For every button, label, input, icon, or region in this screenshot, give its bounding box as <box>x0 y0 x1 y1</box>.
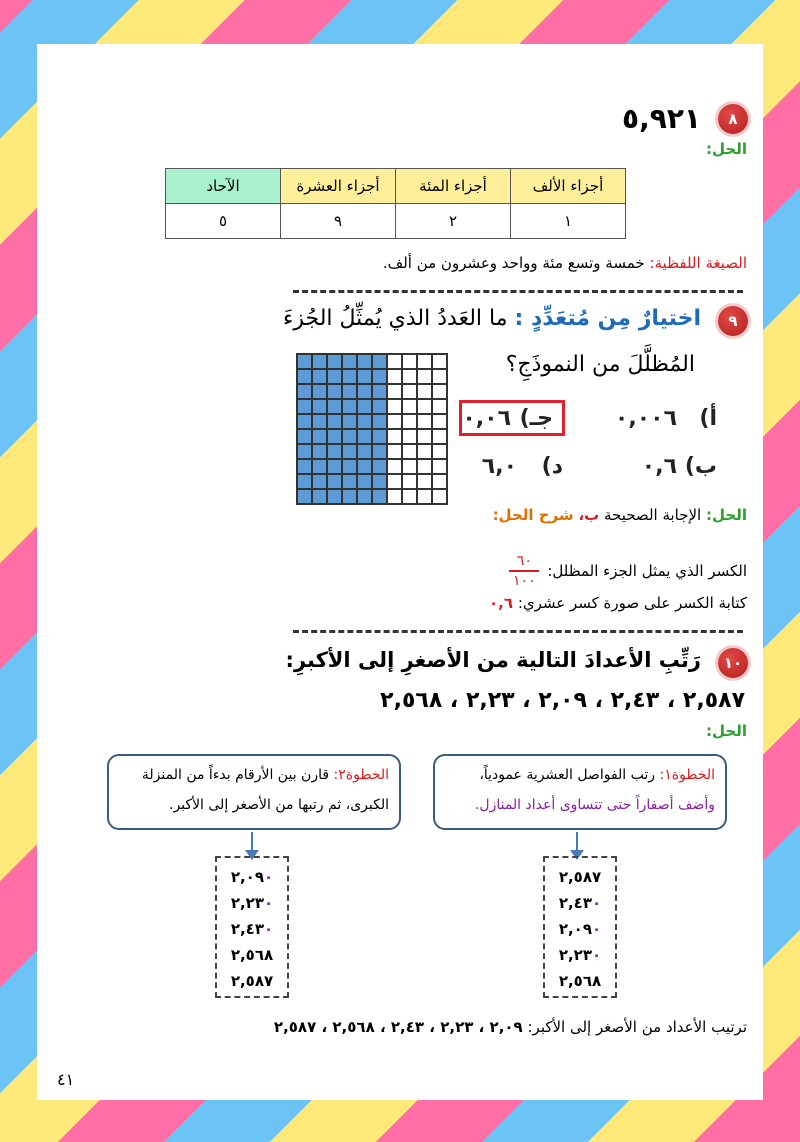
grid-cell <box>297 414 312 429</box>
q9-title: اختيارٌ مِن مُتعَدِّدٍ : <box>514 306 701 331</box>
number-digits: ٢,٤٣ <box>230 920 264 938</box>
header-tenths: أجزاء العشرة <box>281 169 396 204</box>
grid-cell <box>357 369 372 384</box>
grid-cell <box>297 429 312 444</box>
grid-cell <box>402 459 417 474</box>
option-a-label: أ) <box>699 406 717 431</box>
page-number: ٤١ <box>57 1070 75 1089</box>
q10-final-order-line <box>274 1018 747 1036</box>
grid-cell <box>402 489 417 504</box>
grid-cell <box>402 429 417 444</box>
option-c-value: ٠,٠٦ <box>462 406 511 431</box>
grid-cell <box>342 369 357 384</box>
grid-cell <box>402 414 417 429</box>
grid-cell <box>342 489 357 504</box>
grid-cell <box>372 384 387 399</box>
grid-cell <box>432 489 447 504</box>
grid-cell <box>297 399 312 414</box>
question-8-badge: ٨ <box>718 104 748 134</box>
grid-cell <box>432 444 447 459</box>
grid-cell <box>342 444 357 459</box>
padded-zero: ٠ <box>592 894 602 912</box>
number-digits: ٢,٥٨٧ <box>558 868 602 886</box>
grid-cell <box>432 429 447 444</box>
grid-cell <box>372 414 387 429</box>
step-1-text-2: وأضف أصفاراً حتى تتساوى أعداد المنازل. <box>474 797 715 813</box>
number-digits: ٢,٤٣ <box>558 894 592 912</box>
grid-cell <box>432 369 447 384</box>
grid-cell <box>327 444 342 459</box>
hundred-grid-model <box>296 353 448 505</box>
step-2-text-2: الكبرى، ثم رتبها من الأصغر إلى الأكبر. <box>169 797 389 813</box>
q9-question-line-2: المُظلَّلَ من النموذَجِ؟ <box>505 352 695 377</box>
padded-zero: ٠ <box>592 920 602 938</box>
q9-solution-label: الحل: <box>706 506 747 524</box>
grid-cell <box>387 474 402 489</box>
option-d-value: ٦,٠ <box>481 454 517 479</box>
step-2-arrow <box>251 832 253 852</box>
step-2-line-1 <box>119 760 389 790</box>
grid-cell <box>387 414 402 429</box>
grid-cell <box>357 459 372 474</box>
aligned-number <box>217 916 287 942</box>
decimal-label: كتابة الكسر على صورة كسر عشري: <box>517 594 747 612</box>
aligned-number <box>545 968 615 994</box>
aligned-number <box>545 890 615 916</box>
grid-cell <box>417 459 432 474</box>
separator-1 <box>293 290 743 293</box>
grid-cell <box>327 354 342 369</box>
final-order-label: ترتيب الأعداد من الأصغر إلى الأكبر: <box>527 1018 747 1036</box>
question-9-badge: ٩ <box>718 306 748 336</box>
q8-solution-label: الحل: <box>706 140 747 158</box>
option-a-value: ٠,٠٠٦ <box>614 406 677 431</box>
aligned-number <box>545 942 615 968</box>
grid-cell <box>297 384 312 399</box>
step-2-box <box>107 754 401 830</box>
question-10-badge: ١٠ <box>718 648 748 678</box>
q9-solution-line <box>493 506 747 524</box>
grid-cell <box>402 444 417 459</box>
step-1-label: الخطوة١: <box>659 767 715 783</box>
grid-cell <box>432 384 447 399</box>
number-digits: ٢,٥٨٧ <box>230 972 274 990</box>
value-thousandths: ١ <box>511 204 626 239</box>
q9-answer-text: الإجابة الصحيحة <box>604 506 702 524</box>
worksheet-page <box>37 44 763 1100</box>
grid-cell <box>312 399 327 414</box>
padded-zero: ٠ <box>264 920 274 938</box>
grid-cell <box>387 489 402 504</box>
grid-cell <box>417 444 432 459</box>
grid-cell <box>357 444 372 459</box>
grid-cell <box>312 384 327 399</box>
padded-zero: ٠ <box>264 868 274 886</box>
grid-cell <box>327 414 342 429</box>
grid-cell <box>387 429 402 444</box>
grid-cell <box>357 354 372 369</box>
grid-cell <box>387 399 402 414</box>
grid-cell <box>402 384 417 399</box>
aligned-number <box>545 864 615 890</box>
aligned-number <box>217 864 287 890</box>
grid-cell <box>342 474 357 489</box>
q9-decimal-line <box>489 594 747 612</box>
grid-cell <box>312 429 327 444</box>
separator-2 <box>293 630 743 633</box>
step-1-line-1 <box>445 760 715 790</box>
number-digits: ٢,٥٦٨ <box>558 972 602 990</box>
number-digits: ٢,٠٩ <box>230 868 264 886</box>
grid-cell <box>357 474 372 489</box>
q10-solution-label: الحل: <box>706 722 747 740</box>
grid-cell <box>357 399 372 414</box>
value-tenths: ٩ <box>281 204 396 239</box>
aligned-number <box>217 968 287 994</box>
step-1-arrow <box>576 832 578 852</box>
grid-cell <box>387 384 402 399</box>
header-ones: الآحاد <box>166 169 281 204</box>
fraction-60-100 <box>509 552 539 590</box>
grid-cell <box>327 369 342 384</box>
grid-cell <box>342 414 357 429</box>
decimal-value: ٠,٦ <box>489 594 514 612</box>
q9-fraction-line <box>509 552 747 590</box>
grid-cell <box>297 444 312 459</box>
grid-cell <box>357 414 372 429</box>
header-hundredths: أجزاء المئة <box>396 169 511 204</box>
grid-cell <box>342 354 357 369</box>
number-digits: ٢,٠٩ <box>558 920 592 938</box>
grid-cell <box>312 414 327 429</box>
grid-cell <box>297 354 312 369</box>
q10-title: رَتِّبِ الأعدادَ التالية من الأصغرِ إلى الأكبرِ: <box>285 648 701 672</box>
grid-cell <box>417 354 432 369</box>
number-digits: ٢,٢٣ <box>558 946 592 964</box>
q9-explain-label: شرح الحل: <box>492 506 574 524</box>
grid-cell <box>432 354 447 369</box>
grid-cell <box>432 474 447 489</box>
grid-cell <box>372 354 387 369</box>
q8-number: ٥,٩٢١ <box>622 102 701 135</box>
grid-cell <box>372 399 387 414</box>
value-ones: ٥ <box>166 204 281 239</box>
grid-cell <box>387 459 402 474</box>
fraction-label: الكسر الذي يمثل الجزء المظلل: <box>547 562 747 580</box>
grid-cell <box>432 414 447 429</box>
step-2-label: الخطوة٢: <box>333 767 389 783</box>
grid-cell <box>417 429 432 444</box>
grid-cell <box>312 474 327 489</box>
grid-cell <box>417 384 432 399</box>
grid-cell <box>402 369 417 384</box>
grid-cell <box>417 474 432 489</box>
q9-question-line-1 <box>283 306 701 331</box>
step-1-box <box>433 754 727 830</box>
option-b-label: ب) <box>684 454 717 479</box>
grid-cell <box>402 474 417 489</box>
aligned-number <box>217 942 287 968</box>
grid-cell <box>402 399 417 414</box>
grid-cell <box>312 489 327 504</box>
q9-answer-letter: ب، <box>578 506 600 524</box>
grid-cell <box>387 354 402 369</box>
grid-cell <box>327 384 342 399</box>
grid-cell <box>372 369 387 384</box>
grid-cell <box>417 414 432 429</box>
grid-cell <box>327 474 342 489</box>
padded-zero: ٠ <box>264 894 274 912</box>
verbal-text: خمسة وتسع مئة وواحد وعشرون من ألف. <box>382 254 645 272</box>
grid-cell <box>417 489 432 504</box>
grid-cell <box>372 444 387 459</box>
grid-cell <box>387 444 402 459</box>
grid-cell <box>357 489 372 504</box>
option-c-label: جـ) <box>519 406 553 431</box>
grid-cell <box>312 369 327 384</box>
number-digits: ٢,٢٣ <box>230 894 264 912</box>
grid-cell <box>387 369 402 384</box>
grid-cell <box>357 429 372 444</box>
step-1-text-1: رتب الفواصل العشرية عمودياً، <box>479 767 656 783</box>
grid-cell <box>372 489 387 504</box>
grid-cell <box>297 459 312 474</box>
fraction-numerator: ٦٠ <box>516 553 532 569</box>
step-2-text-1: قارن بين الأرقام بدءاً من المنزلة <box>141 767 330 783</box>
final-order-values: ٢,٠٩ ، ٢,٢٣ ، ٢,٤٣ ، ٢,٥٦٨ ، ٢,٥٨٧ <box>273 1018 523 1036</box>
grid-cell <box>372 429 387 444</box>
fraction-denominator: ١٠٠ <box>513 573 536 589</box>
grid-cell <box>312 444 327 459</box>
grid-cell <box>297 489 312 504</box>
grid-cell <box>297 369 312 384</box>
step-2-sorted-numbers <box>215 856 289 998</box>
number-digits: ٢,٥٦٨ <box>230 946 274 964</box>
grid-cell <box>312 459 327 474</box>
place-value-table <box>165 168 626 239</box>
option-d-label: د) <box>541 454 563 479</box>
verbal-label: الصيغة اللفظية: <box>649 254 747 272</box>
grid-cell <box>342 399 357 414</box>
step-1-aligned-numbers <box>543 856 617 998</box>
aligned-number <box>217 890 287 916</box>
grid-cell <box>372 459 387 474</box>
grid-cell <box>417 369 432 384</box>
grid-cell <box>297 474 312 489</box>
grid-cell <box>342 429 357 444</box>
grid-cell <box>357 384 372 399</box>
grid-cell <box>327 429 342 444</box>
grid-cell <box>417 399 432 414</box>
grid-cell <box>327 459 342 474</box>
grid-cell <box>402 354 417 369</box>
q9-question-text-1: ما العَددُ الذي يُمثِّلُ الجُزءَ <box>283 306 508 331</box>
option-b-value: ٠,٦ <box>641 454 677 479</box>
grid-cell <box>342 384 357 399</box>
grid-cell <box>432 459 447 474</box>
value-hundredths: ٢ <box>396 204 511 239</box>
aligned-number <box>545 916 615 942</box>
grid-cell <box>372 474 387 489</box>
grid-cell <box>327 489 342 504</box>
q10-numbers-line: ٢,٥٨٧ ، ٢,٤٣ ، ٢,٠٩ ، ٢,٢٣ ، ٢,٥٦٨ <box>380 688 745 713</box>
grid-cell <box>312 354 327 369</box>
grid-cell <box>342 459 357 474</box>
q8-verbal-form <box>383 254 747 272</box>
grid-cell <box>327 399 342 414</box>
grid-cell <box>432 399 447 414</box>
header-thousandths: أجزاء الألف <box>511 169 626 204</box>
padded-zero: ٠ <box>592 946 602 964</box>
